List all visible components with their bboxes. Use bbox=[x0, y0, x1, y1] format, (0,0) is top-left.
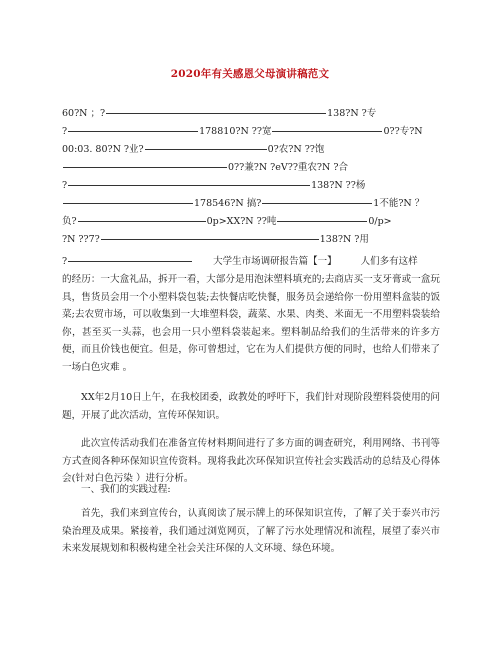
blank-rule bbox=[106, 113, 326, 114]
garbled-text: ? bbox=[62, 256, 68, 267]
garbled-line-7 bbox=[62, 216, 392, 228]
garbled-text: 0??兼?N ?eV??重农?N ?合 bbox=[228, 162, 348, 173]
blank-rule bbox=[145, 149, 267, 150]
section-heading: 大学生市场调研报告篇【一】 bbox=[213, 256, 337, 267]
blank-rule bbox=[262, 203, 372, 204]
garbled-line-8 bbox=[62, 234, 369, 246]
garbled-line-9 bbox=[62, 256, 418, 268]
garbled-line-4 bbox=[62, 162, 348, 174]
section-heading-practice: 一、我们的实践过程: bbox=[81, 484, 171, 495]
garbled-text: 60?N ；? bbox=[62, 108, 106, 119]
garbled-text: 1不能?N ？ bbox=[373, 198, 425, 209]
garbled-text: ? bbox=[62, 126, 68, 137]
blank-rule bbox=[63, 203, 193, 204]
garbled-text: 00:03. 80?N ?业? bbox=[62, 144, 144, 155]
paragraph-5: 首先，我们来到宣传台，认真阅读了展示牌上的环保知识宣传，了解了关于泰兴市污染治理及成果。紧接着，我们通过浏览网页，了解了污水处理情况和流程，展望了泰兴市未来发展规划和积极构建全社会关注环保的人文环境、绿色环境。 bbox=[62, 508, 440, 555]
blank-rule bbox=[63, 167, 227, 168]
paragraph-start: 人们多有这样 bbox=[360, 256, 418, 267]
blank-rule bbox=[101, 239, 319, 240]
garbled-text: 138?N ?用 bbox=[319, 234, 369, 245]
blank-rule bbox=[272, 131, 382, 132]
garbled-text: 138?N ?专 bbox=[327, 108, 377, 119]
blank-rule bbox=[68, 131, 198, 132]
garbled-line-2 bbox=[62, 126, 423, 138]
paragraph-3: 此次宣传活动我们在准备宣传材料期间进行了多方面的调查研究，利用网络、书刊等方式查阅各种环保知识宣传资料。现将我此次环保知识宣传社会实践活动的总结及心得体会(针对白色污染 ）进行分析。 bbox=[62, 438, 440, 485]
garbled-text: 0p>XX?N ??吨 bbox=[206, 216, 277, 227]
garbled-text: 0/p> bbox=[368, 216, 392, 227]
document-title: 2020年有关感恩父母演讲稿范文 bbox=[170, 68, 330, 80]
blank-rule bbox=[68, 185, 310, 186]
blank-rule bbox=[68, 261, 192, 262]
garbled-line-1 bbox=[62, 108, 376, 120]
blank-rule bbox=[78, 221, 206, 222]
garbled-text: 138?N ??杨 bbox=[311, 180, 366, 191]
garbled-text: 0??专?N bbox=[383, 126, 423, 137]
garbled-text: 178810?N ??宽 bbox=[199, 126, 272, 137]
garbled-line-3 bbox=[62, 144, 324, 156]
garbled-line-6 bbox=[62, 198, 424, 210]
garbled-text: 178546?N 搞? bbox=[194, 198, 262, 209]
garbled-text: ? bbox=[62, 180, 68, 191]
blank-rule bbox=[277, 221, 367, 222]
garbled-text: ?N ??7? bbox=[62, 234, 100, 245]
paragraph-2: XX年2月10日上午，在我校团委，政教处的呼吁下，我们针对现阶段塑料袋使用的问题，开展了此次活动，宣传环保知识。 bbox=[62, 392, 440, 421]
garbled-text: 0?农?N ??饱 bbox=[267, 144, 325, 155]
garbled-line-5 bbox=[62, 180, 365, 192]
paragraph-1: 的经历：一大盒礼品，拆开一看，大部分是用泡沫塑料填充的;去商店买一支牙膏或一盒玩具，售货员会用一个小塑料袋包装;去快餐店吃快餐，服务员会递给你一份用塑料盒装的饭菜;去农贸市场，可以收集到一大堆塑料袋，蔬菜、水果、肉类、米面无一不用塑料袋装给你，甚至买一头蒜，也会用一只小塑料袋装起来。塑料制品给我们的生活带来的许多方便，而且价钱也便宜。但是，你可曾想过，它在为人们提供方便的同时，也给人们带来了一场白色灾难 。 bbox=[62, 274, 440, 373]
garbled-text: 负? bbox=[62, 216, 77, 227]
